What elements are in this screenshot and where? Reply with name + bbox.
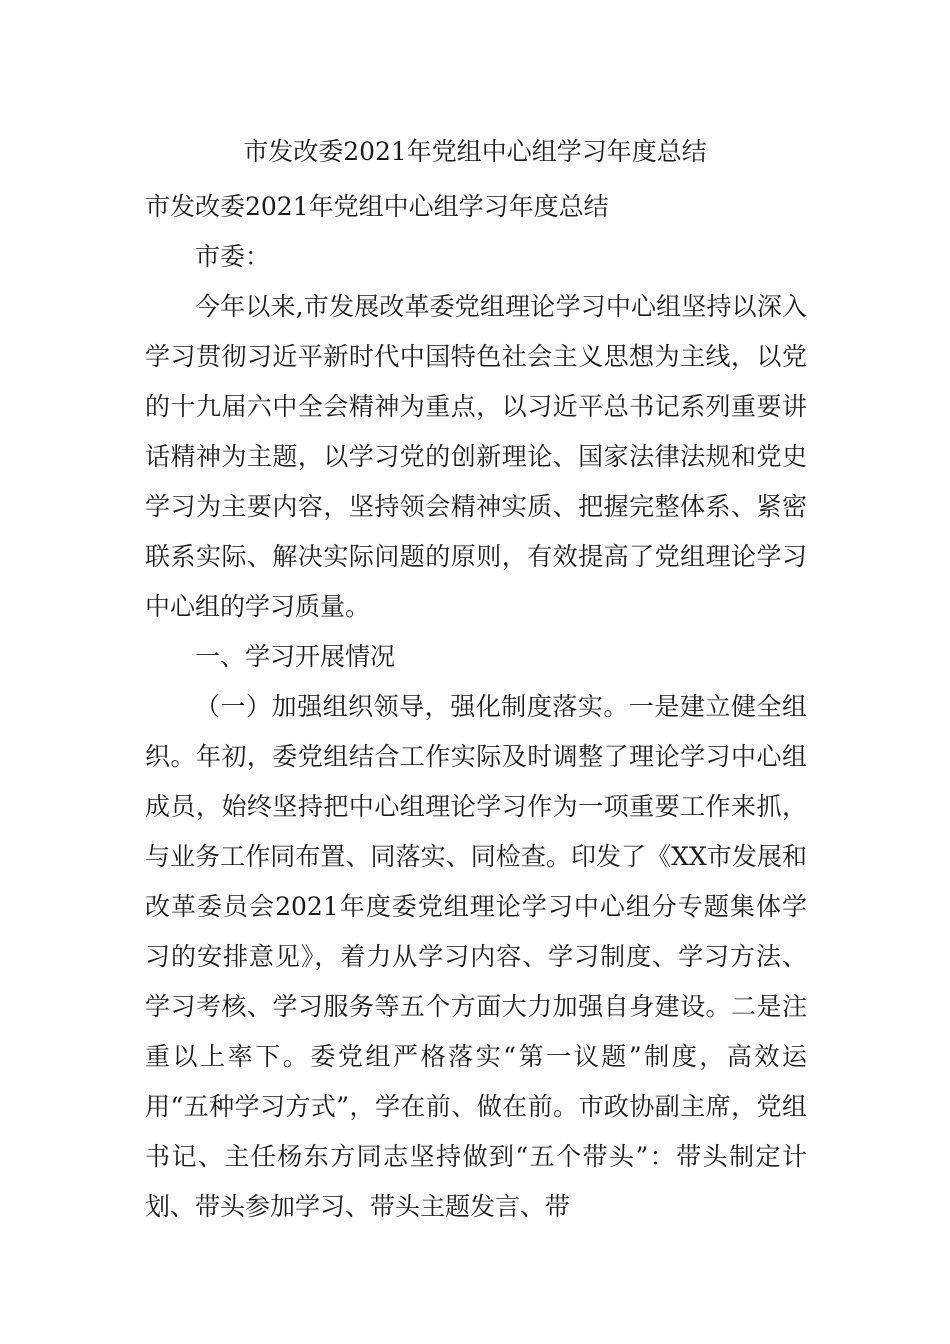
document-body	[145, 182, 807, 1232]
document-subtitle: 市发改委2021年党组中心组学习年度总结	[145, 192, 609, 221]
paragraph-intro: 今年以来,市发展改革委党组理论学习中心组坚持以深入学习贯彻习近平新时代中国特色社会主义思想为主线，以党的十九届六中全会精神为重点，以习近平总书记系列重要讲话精神为主题，以学习党的创新理论、国家法律法规和党史学习为主要内容，坚持领会精神实质、把握完整体系、紧密联系实际、解决实际问题的原则，有效提高了党组理论学习中心组的学习质量。	[145, 292, 807, 621]
salutation: 市委：	[195, 242, 271, 271]
document-title: 市发改委2021年党组中心组学习年度总结	[243, 137, 707, 166]
paragraph-section-1: （一）加强组织领导，强化制度落实。一是建立健全组织。年初，委党组结合工作实际及时调整了理论学习中心组成员，始终坚持把中心组理论学习作为一项重要工作来抓，与业务工作同布置、同落实、同检查。印发了《XX市发展和改革委员会2021年度委党组理论学习中心组分专题集体学习的安排意见》，着力从学习内容、学习制度、学习方法、学习考核、学习服务等五个方面大力加强自身建设。二是注重以上率下。委党组严格落实“第一议题”制度，高效运用“五种学习方式”，学在前、做在前。市政协副主席，党组书记、主任杨东方同志坚持做到“五个带头”：带头制定计划、带头参加学习、带头主题发言、带	[145, 692, 807, 1221]
section-heading: 一、学习开展情况	[195, 642, 396, 671]
